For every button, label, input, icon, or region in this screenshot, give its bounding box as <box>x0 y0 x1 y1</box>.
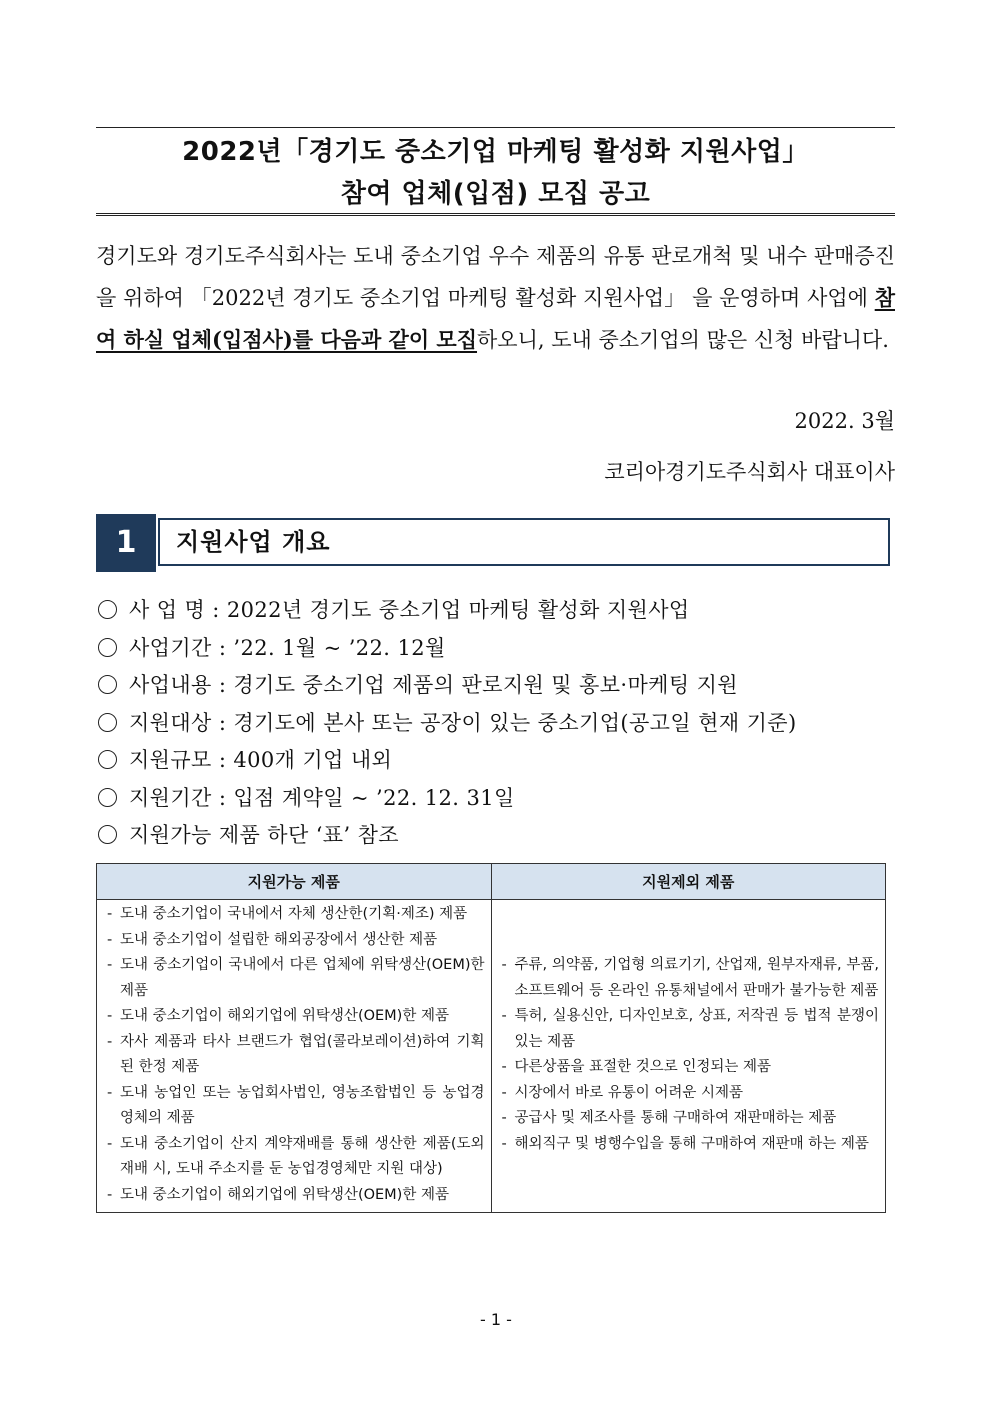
excluded-cell <box>491 900 886 1213</box>
excluded-header: 지원제외 제품 <box>491 864 886 900</box>
overview-item: 사 업 명 : 2022년 경기도 중소기업 마케팅 활성화 지원사업 <box>96 592 896 630</box>
circle-bullet-icon <box>98 713 117 732</box>
circle-bullet-icon <box>98 675 117 694</box>
circle-bullet-icon <box>98 638 117 657</box>
overview-list <box>96 592 896 855</box>
section-title: 지원사업 개요 <box>176 528 331 556</box>
circle-bullet-icon <box>98 600 117 619</box>
eligible-item: - 도내 중소기업이 산지 계약재배를 통해 생산한 제품(도외 재배 시, 도내 주소지를 둔 농업경영체만 지원 대상) <box>105 1132 485 1183</box>
eligible-item: - 도내 중소기업이 해외기업에 위탁생산(OEM)한 제품 <box>105 1183 485 1209</box>
intro-paragraph <box>96 236 895 361</box>
overview-item: 지원기간 : 입점 계약일 ~ ’22. 12. 31일 <box>96 780 896 818</box>
eligible-item: - 자사 제품과 타사 브랜드가 협업(콜라보레이션)하여 기획된 한정 제품 <box>105 1030 485 1081</box>
circle-bullet-icon <box>98 750 117 769</box>
title-block <box>96 127 895 216</box>
overview-item: 사업내용 : 경기도 중소기업 제품의 판로지원 및 홍보·마케팅 지원 <box>96 667 896 705</box>
eligible-item: - 도내 중소기업이 국내에서 자체 생산한(기획·제조) 제품 <box>105 902 485 928</box>
section-number: 1 <box>96 514 156 572</box>
issuer: 코리아경기도주식회사 대표이사 <box>604 460 895 484</box>
section-header <box>158 518 890 566</box>
eligible-item: - 도내 중소기업이 국내에서 다른 업체에 위탁생산(OEM)한 제품 <box>105 953 485 1004</box>
title-line-2: 참여 업체(입점) 모집 공고 <box>340 179 651 209</box>
excluded-item: - 해외직구 및 병행수입을 통해 구매하여 재판매 하는 제품 <box>500 1132 880 1158</box>
overview-item: 지원대상 : 경기도에 본사 또는 공장이 있는 중소기업(공고일 현재 기준) <box>96 705 896 743</box>
circle-bullet-icon <box>98 825 117 844</box>
announcement-date: 2022. 3월 <box>794 409 895 433</box>
excluded-item: - 다른상품을 표절한 것으로 인정되는 제품 <box>500 1055 880 1081</box>
excluded-item: - 주류, 의약품, 기업형 의료기기, 산업재, 원부자재류, 부품, 소프트웨어 등 온라인 유통채널에서 판매가 불가능한 제품 <box>500 953 880 1004</box>
overview-item: 사업기간 : ’22. 1월 ~ ’22. 12월 <box>96 630 896 668</box>
intro-text-before: 경기도와 경기도주식회사는 도내 중소기업 우수 제품의 유통 판로개척 및 내수 판매증진을 위하여 「2022년 경기도 중소기업 마케팅 활성화 지원사업」 을 운영하며 사업에 <box>96 244 895 310</box>
intro-text-after: 하오니, 도내 중소기업의 많은 신청 바랍니다. <box>477 328 889 352</box>
intro-emphasis: 참여 하실 업체(입점사)를 다음과 같이 모집 <box>96 285 895 352</box>
eligible-header: 지원가능 제품 <box>97 864 492 900</box>
title-line-1: 2022년「경기도 중소기업 마케팅 활성화 지원사업」 <box>182 137 809 167</box>
eligible-item: - 도내 중소기업이 해외기업에 위탁생산(OEM)한 제품 <box>105 1004 485 1030</box>
excluded-item: - 특허, 실용신안, 디자인보호, 상표, 저작권 등 법적 분쟁이 있는 제품 <box>500 1004 880 1055</box>
overview-item: 지원규모 : 400개 기업 내외 <box>96 742 896 780</box>
excluded-item: - 시장에서 바로 유통이 어려운 시제품 <box>500 1081 880 1107</box>
page-number: - 1 - <box>480 1310 512 1329</box>
eligible-item: - 도내 중소기업이 설립한 해외공장에서 생산한 제품 <box>105 928 485 954</box>
eligible-cell <box>97 900 492 1213</box>
product-eligibility-table <box>96 863 886 1213</box>
eligible-item: - 도내 농업인 또는 농업회사법인, 영농조합법인 등 농업경영체의 제품 <box>105 1081 485 1132</box>
circle-bullet-icon <box>98 788 117 807</box>
overview-item: 지원가능 제품 하단 ‘표’ 참조 <box>96 817 896 855</box>
excluded-item: - 공급사 및 제조사를 통해 구매하여 재판매하는 제품 <box>500 1106 880 1132</box>
